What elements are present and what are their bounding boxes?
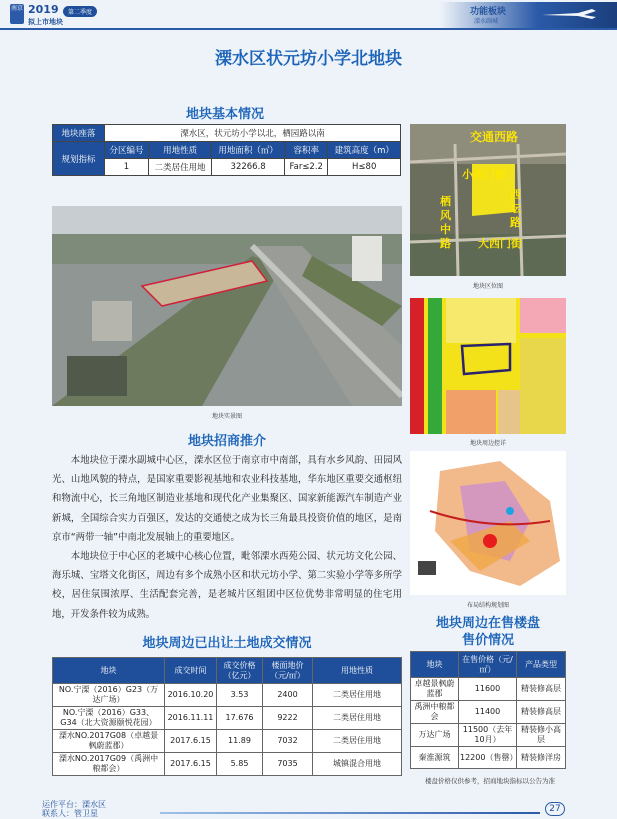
sales-table	[410, 651, 566, 769]
col-use: 用地性质	[149, 142, 212, 159]
cell: 精装修高层	[517, 701, 566, 724]
promo-heading: 地块招商推介	[187, 434, 266, 449]
promo-paragraph-1: 本地块位于溧水副城中心区，溧水区位于南京市中南部，具有水乡风韵、田园风光、山地风貌的特点，是国家重要影视基地和农业科技基地，华东地区重要交通枢纽和物流中心，长三角地区制造业基地和现代化产业集聚区、国家新能源汽车制造产业新城，全国综合实力百强区，发达的交通使之成为长三角最具投资价值的地区，是南京市“两带一轴”中南北发展轴上的重要地区。	[52, 455, 402, 543]
table-row	[53, 684, 402, 707]
table-row	[411, 701, 566, 724]
cell: 7032	[263, 730, 313, 753]
col-zone: 分区编号	[105, 142, 149, 159]
map-road-label: 西坛路	[510, 188, 521, 229]
table-row	[53, 730, 402, 753]
sales-heading-1: 地块周边在售楼盘	[435, 616, 540, 631]
map-road-label: 大西门街	[478, 237, 522, 250]
sales-heading-2: 售价情况	[461, 633, 514, 648]
map-road-label: 小西门街	[462, 168, 506, 181]
basic-info-heading: 地块基本情况	[185, 107, 264, 122]
cell: 2017.6.15	[165, 753, 217, 776]
col-header: 地块	[411, 652, 459, 678]
control-map-caption: 地块周边控详	[469, 440, 506, 447]
cell: 11.89	[217, 730, 263, 753]
cell: NO.宁溧（2016）G33、G34（北大资源颐悦花园）	[53, 707, 165, 730]
table-row	[53, 753, 402, 776]
cell: 11500（去年10月）	[459, 724, 517, 747]
page-number: 27	[545, 802, 565, 816]
table-row	[411, 724, 566, 747]
val-far: Far≤2.2	[285, 159, 328, 176]
deals-heading: 地块周边已出让土地成交情况	[142, 636, 312, 651]
table-header-row	[411, 652, 566, 678]
header-rule	[0, 28, 617, 30]
cell: 5.85	[217, 753, 263, 776]
header-subtitle: 拟上市地块	[28, 18, 63, 26]
val-area: 32266.8	[212, 159, 285, 176]
cell: NO.宁溧（2016）G23（万达广场）	[53, 684, 165, 707]
plan-label: 规划指标	[53, 142, 105, 176]
col-header: 产品类型	[517, 652, 566, 678]
cell: 二类居住用地	[313, 707, 402, 730]
col-header: 用地性质	[313, 658, 402, 684]
promo-paragraph-2: 本地块位于中心区的老城中心核心位置，毗邻溧水西苑公园、状元坊文化公园、海乐城、宝塔文化街区，周边有多个成熟小区和状元坊小学、第二实验小学等多所学校，居住氛围浓厚、生活配套完善，是老城片区组团中区位优势非常明显的住宅用地，开发条件较为成熟。	[52, 551, 402, 620]
val-height: H≤80	[328, 159, 401, 176]
val-zone: 1	[105, 159, 149, 176]
location-map-caption: 地块区位图	[472, 283, 503, 290]
cell: 2400	[263, 684, 313, 707]
cell: 城镇混合用地	[313, 753, 402, 776]
location-label: 地块座落	[53, 125, 105, 142]
table-header-row	[53, 658, 402, 684]
header-year: 2019	[28, 3, 59, 16]
col-header: 成交时间	[165, 658, 217, 684]
cell: 2016.10.20	[165, 684, 217, 707]
deals-table	[52, 657, 402, 776]
header-section-sub: 溧水副城	[474, 18, 499, 25]
airplane-icon	[538, 6, 598, 22]
val-use: 二类居住用地	[149, 159, 212, 176]
cell: 17.676	[217, 707, 263, 730]
structure-map-caption: 布局结构规划图	[466, 602, 509, 609]
basic-info-table	[52, 124, 401, 176]
page-title: 溧水区状元坊小学北地块	[215, 49, 402, 69]
col-height: 建筑高度（m）	[328, 142, 401, 159]
cell: 二类居住用地	[313, 730, 402, 753]
cell: 12200（售罄）	[459, 747, 517, 769]
table-row	[411, 747, 566, 769]
aerial-photo	[52, 206, 402, 406]
col-header: 成交价格（亿元）	[217, 658, 263, 684]
footer-rule	[160, 812, 540, 814]
col-area: 用地面积（㎡）	[212, 142, 285, 159]
cell: 秦淮源筑	[411, 747, 459, 769]
structure-plan-map	[410, 451, 566, 595]
cell: 9222	[263, 707, 313, 730]
price-note: 楼盘价格仅供参考，招商地块指标以公告为准	[425, 777, 555, 785]
col-far: 容积率	[285, 142, 328, 159]
seal-logo: 南京	[10, 4, 24, 24]
col-header: 地块	[53, 658, 165, 684]
cell: 2017.6.15	[165, 730, 217, 753]
cell: 精装修小高层	[517, 724, 566, 747]
map-road-label: 栖风中路	[440, 195, 451, 250]
map-road-label: 交通西路	[470, 130, 519, 144]
control-plan-map	[410, 298, 566, 434]
footer-contact: 联系人：管卫星	[42, 809, 98, 818]
photo-caption: 地块实景图	[211, 413, 242, 420]
cell: 2016.11.11	[165, 707, 217, 730]
cell: 3.53	[217, 684, 263, 707]
table-row	[53, 707, 402, 730]
table-row	[411, 678, 566, 701]
cell: 精装修洋房	[517, 747, 566, 769]
header-season-badge: 第二季度	[63, 6, 97, 17]
cell: 禹洲中粮都会	[411, 701, 459, 724]
header-section-title: 功能板块	[470, 7, 507, 17]
col-header: 在售价格（元/㎡）	[459, 652, 517, 678]
location-value: 溧水区，状元坊小学以北，栖园路以南	[105, 125, 401, 142]
cell: 二类居住用地	[313, 684, 402, 707]
cell: 溧水NO.2017G09（禹洲中粮都会）	[53, 753, 165, 776]
cell: 11400	[459, 701, 517, 724]
cell: 精装修高层	[517, 678, 566, 701]
footer-platform: 运作平台：溧水区	[42, 800, 106, 809]
location-map	[410, 124, 566, 276]
cell: 卓越景枫蔚蓝郡	[411, 678, 459, 701]
cell: 万达广场	[411, 724, 459, 747]
cell: 溧水NO.2017G08（卓越景枫蔚蓝郡）	[53, 730, 165, 753]
cell: 11600	[459, 678, 517, 701]
col-header: 楼面地价（元/㎡）	[263, 658, 313, 684]
cell: 7035	[263, 753, 313, 776]
